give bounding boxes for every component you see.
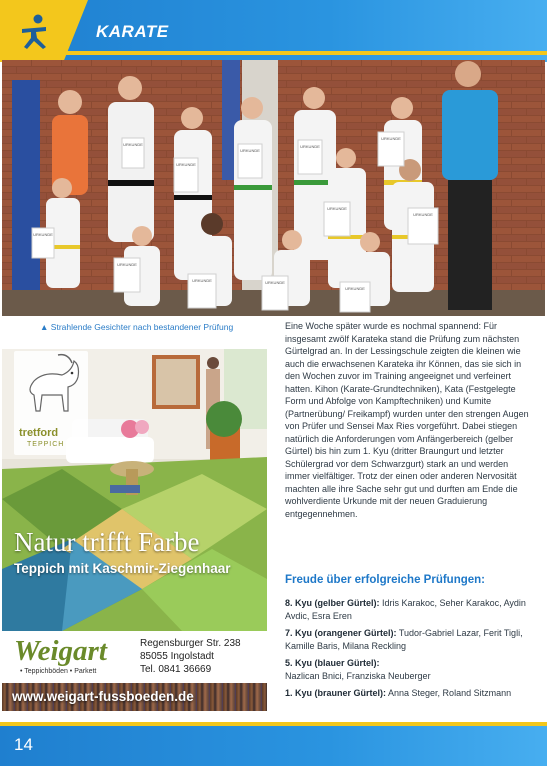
diploma-label: URKUNDE [345,286,365,291]
diploma-label: URKUNDE [117,262,137,267]
ad-headline: Natur trifft Farbe [14,527,200,557]
ad-street: Regensburger Str. 238 [140,638,241,649]
result-rank: 1. Kyu (brauner Gürtel): [285,688,387,698]
tretford-logo [14,351,88,455]
results-heading: Freude über erfolgreiche Prüfungen: [285,574,485,586]
tretford-sub: TEPPICH [27,441,65,448]
page-footer [0,726,547,766]
weigart-logo [10,635,134,675]
diploma-label: URKUNDE [33,232,53,237]
result-item [285,687,540,700]
photo-caption [40,322,233,332]
result-rank: 7. Kyu (orangener Gürtel): [285,628,397,638]
weigart-wordmark: Weigart [14,635,107,667]
diploma-label: URKUNDE [300,144,320,149]
ad-city: 85055 Ingolstadt [140,651,214,662]
article-paragraph: Eine Woche später wurde es nochmal spannend: Für insgesamt zwölf Karateka stand die Prüfung zum nächsten Gürtelgrad an. In der Lessingschule zeigten die kleinen wie auch die erwachsenen Karateka ihr Können, das sie sich in den Wochen zuvor im Training angeeignet und verfeinert hatten. Kihon (Karate-Grundtechniken), Kata (Festgelegte Form und Abfolge von Kampftechniken) und Kumite (Partnerübung/ Freikampf) wurden unter den strengen Augen von Prüfer und Sensei Max Ries vorgeführt. Dabei stiegen natürlich die Anforderungen vom Anfängerbereich (gelber Gürtel) bis hin zum 1. Kyu (dritter Braungurt und letzter Schülergrad vor dem Schwarzgurt) stark an und werden immer vielfältiger. Trotz der einen oder anderen Nervosität machten alle ihre Sache sehr gut und durften am Ende die wohlverdiente Urkunde mit der neuen Graduierung entgegennehmen. [285,321,529,519]
diploma-label: URKUNDE [123,142,143,147]
karate-stance-icon [16,13,56,51]
diploma-label: URKUNDE [265,280,285,285]
weigart-tagline: • Teppichböden • Parkett [20,668,97,675]
result-rank: 8. Kyu (gelber Gürtel): [285,598,380,608]
photo-caption-text: Strahlende Gesichter nach bestandener Prüfung [50,322,234,332]
result-names: Nazlican Bnici, Franziska Neuberger [285,670,431,681]
ad-url-link[interactable]: www.weigart-fussboeden.de [12,689,194,704]
result-names: Anna Steger, Roland Sitzmann [386,688,512,698]
ad-url-bar [2,683,267,711]
header-stripe [0,51,547,55]
page-number: 14 [14,735,33,754]
caret-up-icon: ▲ [40,322,49,332]
result-item [285,627,540,652]
diploma-label: URKUNDE [176,162,196,167]
ad-contact-block [2,631,267,711]
diploma-label: URKUNDE [413,212,433,217]
advertisement[interactable] [2,349,267,711]
ad-address [140,637,241,676]
ad-phone: Tel. 0841 36669 [140,664,212,675]
diploma-label: URKUNDE [240,148,260,153]
diploma-label: URKUNDE [192,278,212,283]
diploma-label: URKUNDE [381,136,401,141]
result-item [285,657,540,682]
group-photo [2,60,545,316]
section-title: KARATE [96,22,169,41]
result-names: Idris Karakoc, Seher Karakoc, Aydin Avdic, Esra Eren [285,598,526,621]
result-names: Tudor-Gabriel Lazar, Ferit Tigli, Kamille Baris, Milana Reckling [285,628,523,651]
ad-subline: Teppich mit Kaschmir-Ziegenhaar [14,561,231,576]
result-item [285,597,540,622]
diploma-label: URKUNDE [327,206,347,211]
goat-icon [14,351,88,427]
article-body [285,320,535,520]
tretford-brand: tretford [19,427,59,439]
result-rank: 5. Kyu (blauer Gürtel): [285,658,380,668]
